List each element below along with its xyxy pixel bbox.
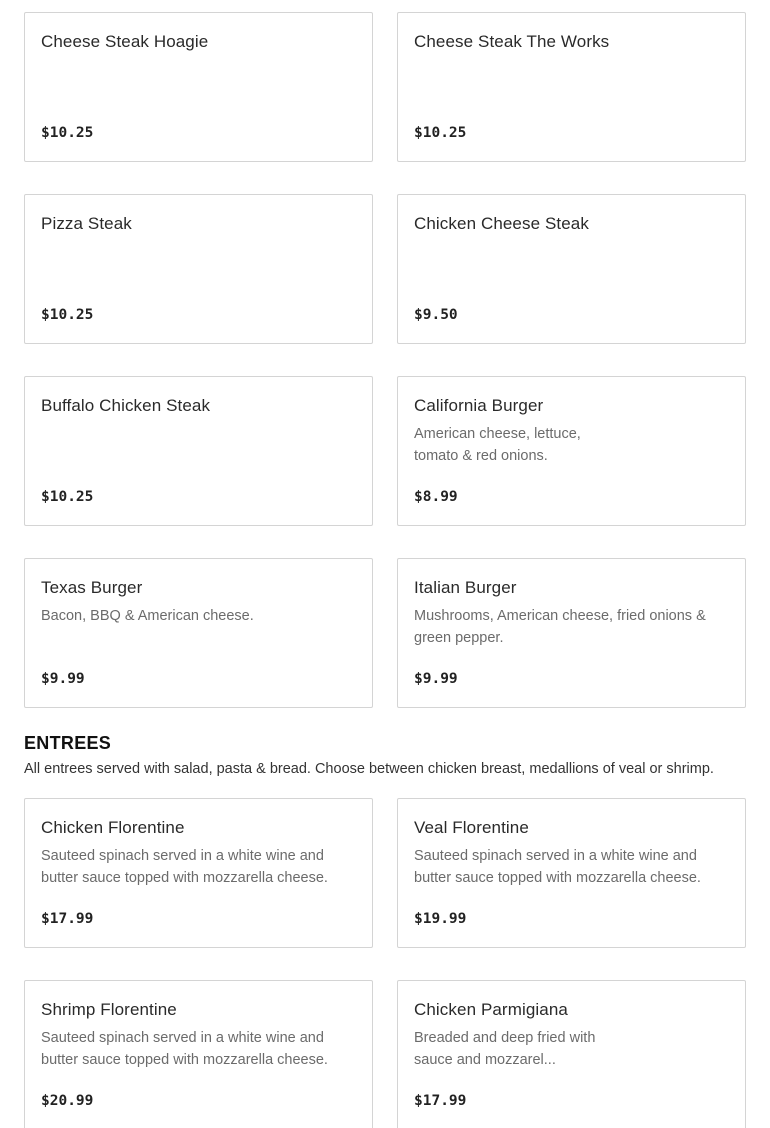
item-price: $9.50 — [414, 307, 458, 323]
menu-item-card[interactable] — [397, 798, 746, 948]
item-description: Mushrooms, American cheese, fried onions & green pepper. — [414, 608, 706, 646]
item-name: Veal Florentine — [414, 818, 529, 837]
menu-item-card[interactable] — [397, 12, 746, 162]
item-price: $8.99 — [414, 489, 458, 505]
item-description: Bacon, BBQ & American cheese. — [41, 608, 254, 624]
item-description: Sauteed spinach served in a white wine and butter sauce topped with mozzarella cheese. — [414, 848, 701, 886]
item-description: Breaded and deep fried with sauce and mozzarel... — [414, 1030, 596, 1068]
item-name: Cheese Steak Hoagie — [41, 32, 209, 51]
item-name: Chicken Cheese Steak — [414, 214, 589, 233]
menu-item-card[interactable] — [397, 980, 746, 1128]
section-title-entrees: ENTREES — [24, 733, 112, 753]
item-price: $17.99 — [41, 911, 94, 927]
item-price: $17.99 — [414, 1093, 467, 1109]
menu-items-grid — [24, 12, 746, 708]
item-name: Shrimp Florentine — [41, 1000, 177, 1019]
item-price: $10.25 — [414, 125, 467, 141]
item-price: $19.99 — [414, 911, 467, 927]
menu-item-card[interactable] — [397, 376, 746, 526]
item-name: Chicken Florentine — [41, 818, 185, 837]
item-price: $10.25 — [41, 489, 94, 505]
entrees-grid — [24, 798, 746, 1128]
item-name: Pizza Steak — [41, 214, 132, 233]
item-name: Chicken Parmigiana — [414, 1000, 568, 1019]
menu-item-card[interactable] — [397, 558, 746, 708]
menu-item-card[interactable] — [24, 194, 373, 344]
item-description: Sauteed spinach served in a white wine and butter sauce topped with mozzarella cheese. — [41, 1030, 328, 1068]
item-price: $10.25 — [41, 307, 94, 323]
item-price: $9.99 — [414, 671, 458, 687]
item-description: American cheese, lettuce, tomato & red onions. — [414, 426, 581, 464]
item-name: Cheese Steak The Works — [414, 32, 610, 51]
menu-item-card[interactable] — [24, 798, 373, 948]
item-price: $9.99 — [41, 671, 85, 687]
item-name: Buffalo Chicken Steak — [41, 396, 211, 415]
item-name: Texas Burger — [41, 578, 143, 597]
item-name: California Burger — [414, 396, 544, 415]
menu-item-card[interactable] — [24, 376, 373, 526]
menu-item-card[interactable] — [24, 980, 373, 1128]
item-name: Italian Burger — [414, 578, 517, 597]
menu-item-card[interactable] — [397, 194, 746, 344]
section-description: All entrees served with salad, pasta & bread. Choose between chicken breast, medallions of veal or shrimp. — [24, 761, 714, 777]
menu-item-card[interactable] — [24, 12, 373, 162]
item-description: Sauteed spinach served in a white wine and butter sauce topped with mozzarella cheese. — [41, 848, 328, 886]
menu-item-card[interactable] — [24, 558, 373, 708]
item-price: $20.99 — [41, 1093, 94, 1109]
item-price: $10.25 — [41, 125, 94, 141]
